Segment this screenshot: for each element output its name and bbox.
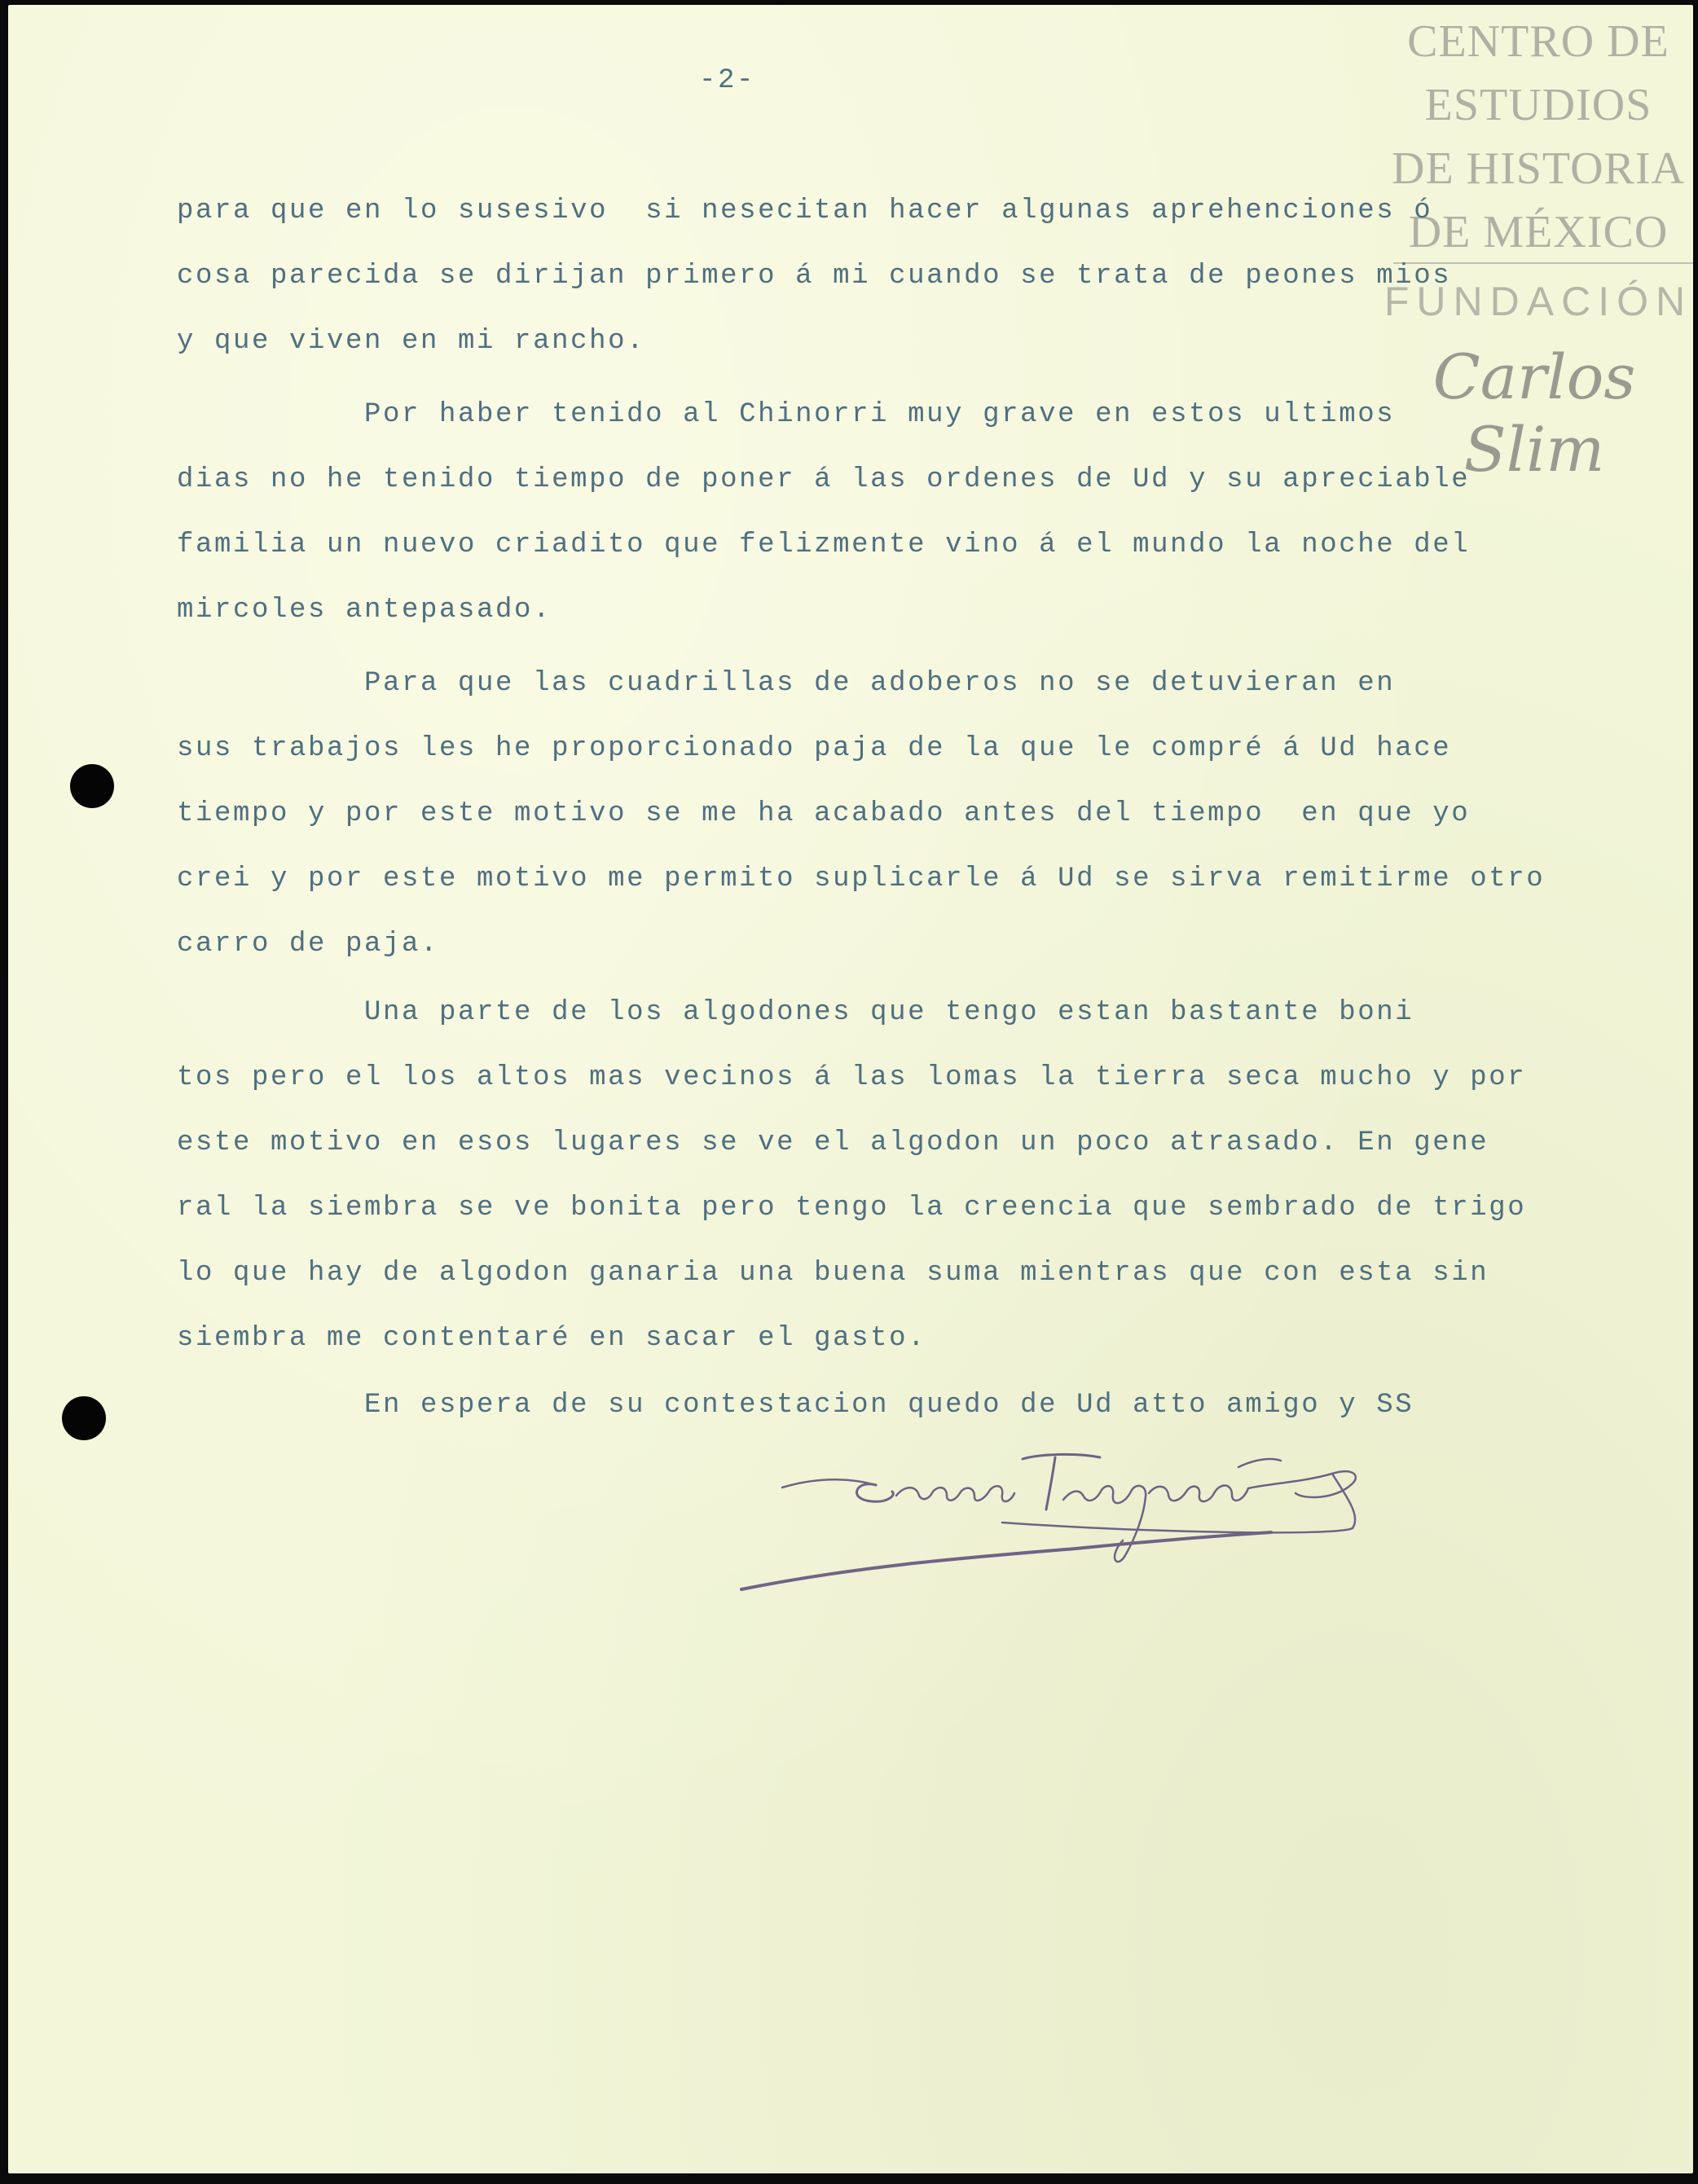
- letter-line-18: siembra me contentaré en sacar el gasto.: [177, 1323, 927, 1354]
- letter-line-9: sus trabajos les he proporcionado paja de la que le compré á Ud hace: [177, 733, 1452, 764]
- watermark-signature-logo: Carlos Slim: [1432, 341, 1636, 486]
- letter-line-10: tiempo y por este motivo se me ha acabado antes del tiempo en que yo: [177, 798, 1471, 829]
- watermark-line-4: DE MÉXICO: [1408, 207, 1669, 257]
- letter-line-16: ral la siembra se ve bonita pero tengo la creencia que sembrado de trigo: [177, 1193, 1527, 1224]
- letter-line-6: familia un nuevo criadito que felizmente vino á el mundo la noche del: [177, 530, 1471, 560]
- punch-hole-bottom: [62, 1396, 106, 1440]
- letter-line-19: En espera de su contestacion quedo de Ud atto amigo y SS: [177, 1390, 1414, 1421]
- letter-line-8: Para que las cuadrillas de adoberos no se detuvieran en: [177, 668, 1396, 699]
- watermark-foundation: FUNDACIÓN: [1383, 279, 1693, 324]
- letter-line-2: cosa parecida se dirijan primero á mi cuando se trata de peones mios: [177, 261, 1452, 292]
- letter-line-12: carro de paja.: [177, 929, 440, 960]
- letter-line-7: mircoles antepasado.: [177, 595, 552, 626]
- letter-line-4: Por haber tenido al Chinorri muy grave en estos ultimos: [177, 399, 1396, 430]
- punch-hole-top: [70, 764, 114, 808]
- letter-line-17: lo que hay de algodon ganaria una buena suma mientras que con esta sin: [177, 1258, 1489, 1289]
- letter-line-11: crei y por este motivo me permito suplicarle á Ud se sirva remitirme otro: [177, 863, 1546, 894]
- letter-page: [8, 5, 1693, 2173]
- letter-line-5: dias no he tenido tiempo de poner á las ordenes de Ud y su apreciable: [177, 464, 1471, 495]
- page-number: -2-: [699, 65, 756, 96]
- handwritten-signature: [733, 1435, 1499, 1622]
- letter-line-3: y que viven en mi rancho.: [177, 326, 646, 357]
- letter-line-15: este motivo en esos lugares se ve el algodon un poco atrasado. En gene: [177, 1127, 1489, 1158]
- watermark-line-2: ESTUDIOS: [1424, 80, 1652, 130]
- watermark-line-1: CENTRO DE: [1407, 16, 1669, 67]
- letter-line-14: tos pero el los altos mas vecinos á las lomas la tierra seca mucho y por: [177, 1062, 1527, 1093]
- letter-line-1: para que en lo susesivo si nesecitan hacer algunas aprehenciones ó: [177, 196, 1433, 226]
- watermark-line-3: DE HISTORIA: [1392, 143, 1685, 194]
- letter-line-13: Una parte de los algodones que tengo estan bastante boni: [177, 997, 1414, 1028]
